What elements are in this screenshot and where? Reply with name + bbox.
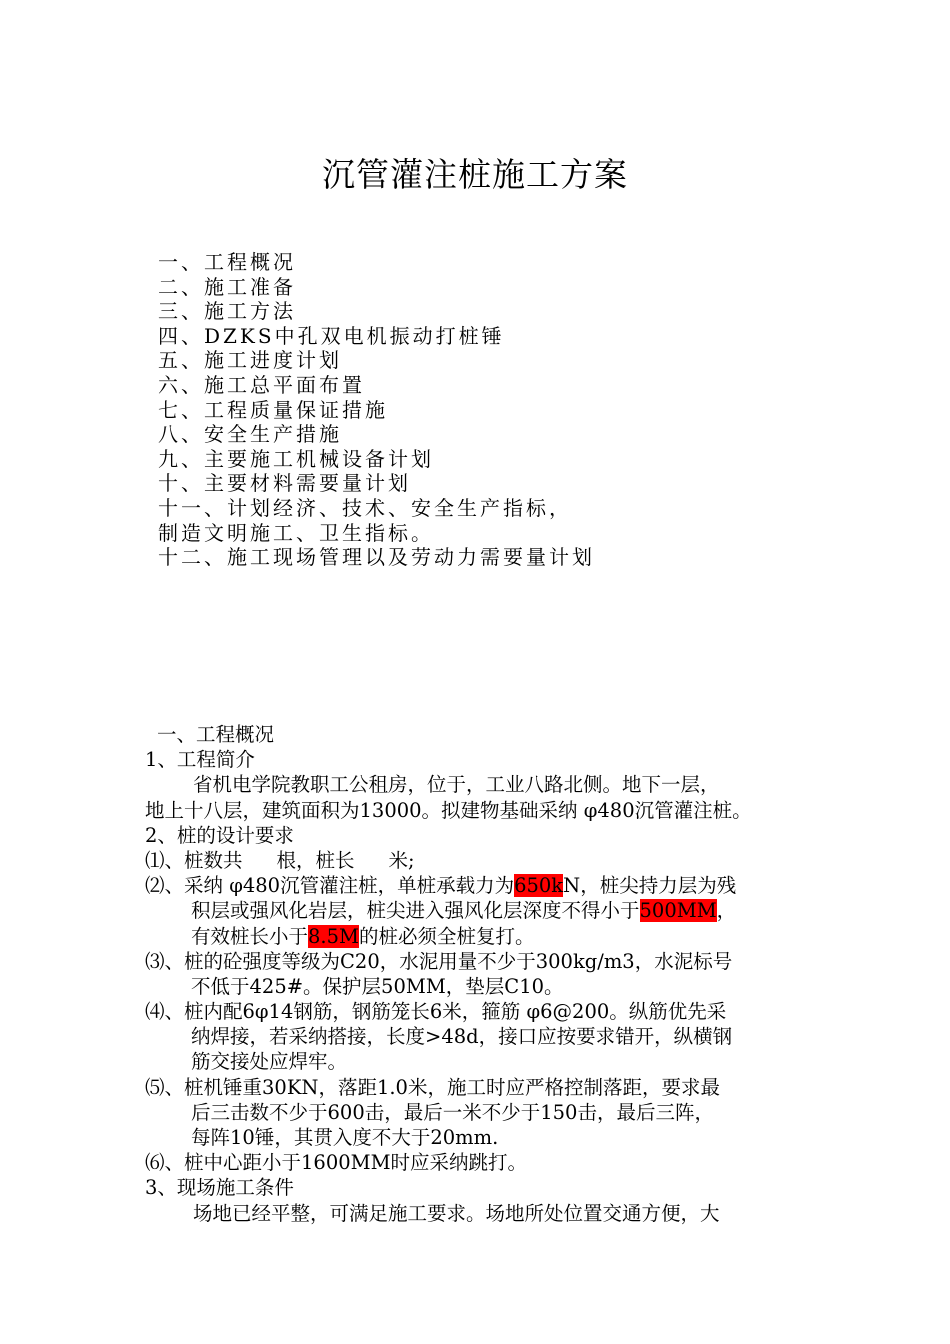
requirement-continuation: 不低于425#。保护层50MM，垫层C10。: [191, 974, 564, 998]
text-run: 积层或强风化岩层，桩尖进入强风化层深度不得小于: [191, 899, 640, 923]
section-heading: 一、工程概况: [157, 723, 275, 746]
paragraph-line: 省机电学院教职工公租房，位于，工业八路北侧。地下一层，: [193, 773, 720, 797]
toc-item: 四、DZKS中孔双电机振动打桩锤: [158, 323, 505, 348]
toc-item: 九、主要施工机械设备计划: [158, 446, 434, 471]
section-project-overview: [145, 722, 835, 1226]
requirement-continuation: 筋交接处应焊牢。: [191, 1050, 348, 1074]
requirement-continuation: [145, 924, 835, 949]
requirement-item: ⑶、桩的砼强度等级为C20，水泥用量不少于300kg/m3，水泥标号: [145, 949, 733, 973]
subsection-heading: 3、现场施工条件: [145, 1176, 294, 1200]
requirement-continuation: [145, 898, 835, 923]
text-run: 米;: [388, 848, 415, 872]
document-title: 沉管灌注桩施工方案: [322, 155, 628, 194]
text-run: ⑴、桩数共: [145, 848, 243, 872]
text-run: 的桩必须全桩复打。: [359, 924, 535, 948]
toc-item: 五、施工进度计划: [158, 348, 342, 373]
text-run: ⑵、采纳 φ480沉管灌注桩，单桩承载力为: [145, 874, 515, 898]
toc-item: 八、安全生产措施: [158, 422, 342, 447]
requirement-item: ⑹、桩中心距小于1600MM时应采纳跳打。: [145, 1151, 528, 1175]
toc-item: 二、施工准备: [158, 274, 296, 299]
paragraph-line: 地上十八层，建筑面积为13000。拟建物基础采纳 φ480沉管灌注桩。: [145, 798, 752, 822]
text-run: N，桩尖持力层为残: [563, 874, 737, 898]
text-run: 根，桩长: [276, 848, 355, 872]
requirement-item: ⑷、桩内配6φ14钢筋，钢筋笼长6米，箍筋 φ6@200。纵筋优先采: [145, 1000, 727, 1024]
toc-item: 三、施工方法: [158, 299, 296, 324]
toc-item: 十一、计划经济、技术、安全生产指标，: [158, 495, 572, 520]
highlighted-value: 8.5M: [308, 924, 359, 948]
table-of-contents: [158, 250, 858, 570]
highlighted-value: 650k: [514, 874, 564, 898]
requirement-continuation: 后三击数不少于600击，最后一米不少于150击，最后三阵，: [191, 1100, 714, 1124]
toc-item: 十、主要材料需要量计划: [158, 471, 411, 496]
subsection-heading: 2、桩的设计要求: [145, 823, 294, 847]
requirement-item: ⑸、桩机锤重30KN，落距1.0米，施工时应严格控制落距，要求最: [145, 1075, 720, 1099]
toc-item: 六、施工总平面布置: [158, 372, 365, 397]
requirement-continuation: 纳焊接，若采纳搭接，长度>48d，接口应按要求错开，纵横钢: [191, 1025, 733, 1049]
text-run: ，: [716, 899, 737, 923]
text-run: 有效桩长小于: [191, 924, 309, 948]
subsection-heading: 1、工程简介: [145, 748, 255, 772]
toc-item: 七、工程质量保证措施: [158, 397, 388, 422]
toc-item: 十二、施工现场管理以及劳动力需要量计划: [158, 545, 595, 570]
requirement-item: [145, 848, 835, 873]
highlighted-value: 500MM: [639, 899, 717, 923]
requirement-continuation: 每阵10锤，其贯入度不大于20mm.: [191, 1126, 499, 1149]
paragraph-line: 场地已经平整，可满足施工要求。场地所处位置交通方便，大: [193, 1201, 720, 1225]
requirement-item: [145, 873, 835, 898]
toc-item: 制造文明施工、卫生指标。: [158, 520, 434, 545]
toc-item: 一、工程概况: [158, 250, 296, 274]
